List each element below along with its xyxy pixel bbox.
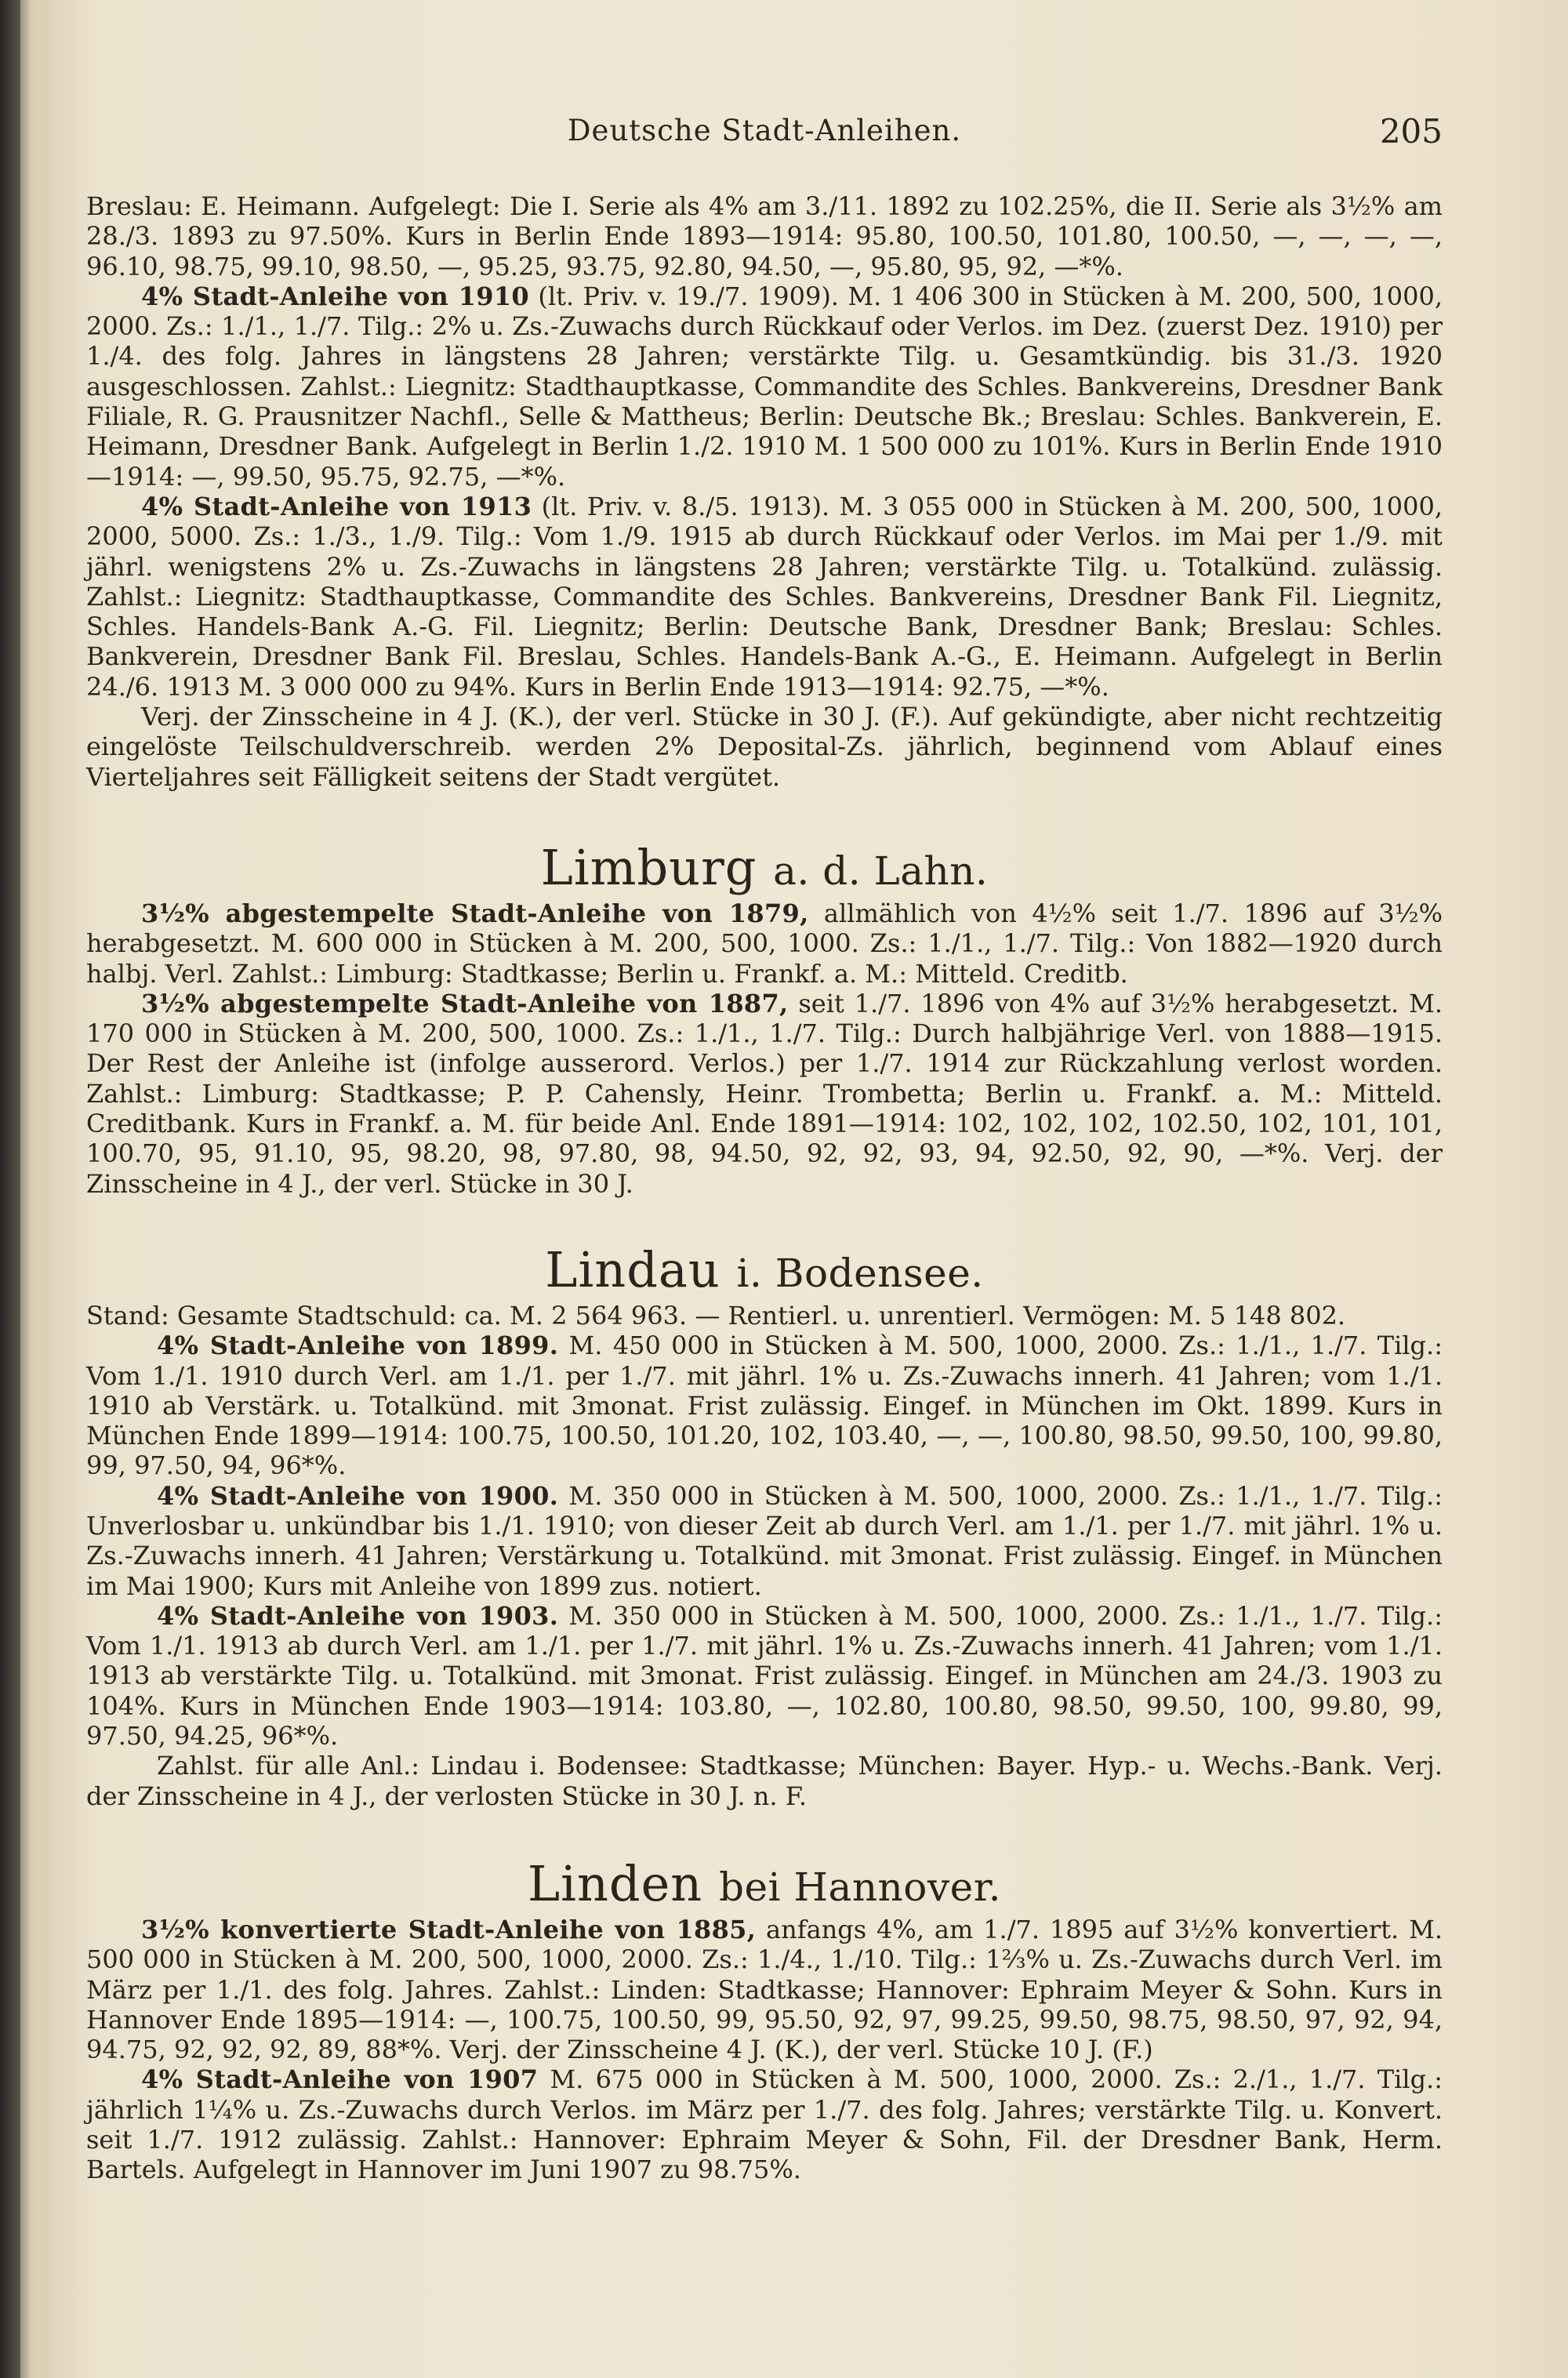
paragraph-lindau-1900 [86, 1481, 1443, 1601]
section-breslau [86, 191, 1443, 792]
text-linden-1885: anfangs 4%, am 1./7. 1895 auf 3½% konvertiert. M. 500 000 in Stücken à M. 200, 500, 1000, 2000. Zs.: 1./4., 1./10. Tilg.: 1⅔% u. Zs.-Zuwachs durch Verl. im März per 1./1. des folg. Jahres. Zahlst.: Linden: Stadtkasse; Hannover: Ephraim Meyer & Sohn. Kurs in Hannover Ende 1895—1914: —, 100.75, 100.50, 99, 95.50, 92, 97, 99.25, 99.50, 98.75, 98.50, 97, 92, 94, 94.75, 92, 92, 92, 89, 88*%. Verj. der Zinsscheine 4 J. (K.), der verl. Stücke 10 J. (F.) [86, 1914, 1443, 2065]
paragraph-breslau-verjaehrung: Verj. der Zinsscheine in 4 J. (K.), der verl. Stücke in 30 J. (F.). Auf gekündigte, aber nicht rechtzeitig eingelöste Teilschuldverschreib. werden 2% Deposital-Zs. jährlich, beginnend vom Ablauf eines Vierteljahres seit Fälligkeit seitens der Stadt vergütet. [86, 702, 1443, 792]
heading-anleihe-1913: 4% Stadt-Anleihe von 1913 [141, 491, 532, 521]
heading-limburg-1879: 3½% abgestempelte Stadt-Anleihe von 1879, [141, 898, 809, 928]
text-lindau-1900: M. 350 000 in Stücken à M. 500, 1000, 2000. Zs.: 1./1., 1./7. Tilg.: Unverlosbar u. unkündbar bis 1./1. 1910; von dieser Zeit ab durch Verl. am 1./1. per 1./7. mit jährl. 1% u. Zs.-Zuwachs innerh. 41 Jahren; Verstärkung u. Totalkünd. mit 3monat. Frist zulässig. Eingef. in München im Mai 1900; Kurs mit Anleihe von 1899 zus. notiert. [86, 1480, 1443, 1601]
heading-lindau-1903: 4% Stadt-Anleihe von 1903. [157, 1600, 559, 1631]
city-heading-linden [86, 1854, 1443, 1915]
city-sub-lindau: i. Bodensee. [736, 1250, 984, 1296]
heading-linden-1907: 4% Stadt-Anleihe von 1907 [141, 2064, 539, 2095]
book-spine-shadow [0, 0, 20, 2378]
page-body [86, 191, 1443, 2185]
heading-limburg-1887: 3½% abgestempelte Stadt-Anleihe von 1887, [141, 988, 789, 1018]
heading-lindau-1899: 4% Stadt-Anleihe von 1899. [157, 1331, 559, 1361]
paragraph-linden-1885 [86, 1915, 1443, 2064]
text-linden-1907: M. 675 000 in Stücken à M. 500, 1000, 2000. Zs.: 2./1., 1./7. Tilg.: jährlich 1¼% u. Zs.-Zuwachs durch Verlos. im März per 1./7. des folg. Jahres; verstärkte Tilg. u. Konvert. seit 1./7. 1912 zulässig. Zahlst.: Hannover: Ephraim Meyer & Sohn, Fil. der Dresdner Bank, Herm. Bartels. Aufgelegt in Hannover im Juni 1907 zu 98.75%. [86, 2064, 1443, 2185]
heading-anleihe-1910: 4% Stadt-Anleihe von 1910 [141, 281, 529, 311]
city-name-lindau: Lindau [545, 1240, 720, 1298]
city-heading-limburg [86, 840, 1443, 899]
running-title: Deutsche Stadt-Anleihen. [567, 114, 962, 147]
heading-lindau-1900: 4% Stadt-Anleihe von 1900. [157, 1480, 559, 1511]
text-lindau-1903: M. 350 000 in Stücken à M. 500, 1000, 2000. Zs.: 1./1., 1./7. Tilg.: Vom 1./1. 1913 ab durch Verl. am 1./1. per 1./7. mit jährl. 1% u. Zs.-Zuwachs innerh. 41 Jahren; vom 1./1. 1913 ab verstärkte Tilg. u. Totalkünd. mit 3monat. Frist zulässig. Eingef. in München am 24./3. 1903 zu 104%. Kurs in München Ende 1903—1914: 103.80, —, 102.80, 100.80, 98.50, 99.50, 100, 99.80, 99, 97.50, 94.25, 96*%. [86, 1600, 1443, 1752]
city-heading-lindau [86, 1240, 1443, 1301]
section-limburg [86, 840, 1443, 1199]
section-linden [86, 1854, 1443, 2185]
paragraph-lindau-1899 [86, 1331, 1443, 1480]
city-sub-linden: bei Hannover. [718, 1864, 1001, 1910]
page-number: 205 [1379, 112, 1443, 151]
text-anleihe-1910: (lt. Priv. v. 19./7. 1909). M. 1 406 300 in Stücken à M. 200, 500, 1000, 2000. Zs.: 1./1., 1./7. Tilg.: 2% u. Zs.-Zuwachs durch Rückkauf oder Verlos. im Dez. (zuerst Dez. 1910) per 1./4. des folg. Jahres in längstens 28 Jahren; verstärkte Tilg. u. Gesamtkündig. bis 31./3. 1920 ausgeschlossen. Zahlst.: Liegnitz: Stadthauptkasse, Commandite des Schles. Bankvereins, Dresdner Bank Filiale, R. G. Prausnitzer Nachfl., Selle & Mattheus; Berlin: Deutsche Bk.; Breslau: Schles. Bankverein, E. Heimann, Dresdner Bank. Aufgelegt in Berlin 1./2. 1910 M. 1 500 000 zu 101%. Kurs in Berlin Ende 1910—1914: —, 99.50, 95.75, 92.75, —*%. [86, 281, 1443, 492]
paragraph-anleihe-1910 [86, 281, 1443, 492]
city-name-limburg: Limburg [540, 838, 757, 896]
city-sub-limburg: a. d. Lahn. [773, 848, 989, 894]
text-limburg-1879: allmählich von 4½% seit 1./7. 1896 auf 3½% herabgesetzt. M. 600 000 in Stücken à M. 200, 500, 1000. Zs.: 1./1., 1./7. Tilg.: Von 1882—1920 durch halbj. Verl. Zahlst.: Limburg: Stadtkasse; Berlin u. Frankf. a. M.: Mitteld. Creditb. [86, 898, 1443, 989]
page-header [86, 114, 1443, 161]
city-name-linden: Linden [527, 1854, 703, 1912]
section-lindau [86, 1240, 1443, 1811]
paragraph-linden-1907 [86, 2064, 1443, 2184]
text-lindau-1899: M. 450 000 in Stücken à M. 500, 1000, 2000. Zs.: 1./1., 1./7. Tilg.: Vom 1./1. 1910 durch Verl. am 1./1. per 1./7. mit jährl. 1% u. Zs.-Zuwachs innerh. 41 Jahren; vom 1./1. 1910 ab Verstärk. u. Totalkünd. mit 3monat. Frist zulässig. Eingef. in München im Okt. 1899. Kurs in München Ende 1899—1914: 100.75, 100.50, 101.20, 102, 103.40, —, —, 100.80, 98.50, 99.50, 100, 99.80, 99, 97.50, 94, 96*%. [86, 1331, 1443, 1481]
paragraph-lindau-zahlstellen: Zahlst. für alle Anl.: Lindau i. Bodensee: Stadtkasse; München: Bayer. Hyp.- u. Wechs.-Bank. Verj. der Zinsscheine in 4 J., der verlosten Stücke in 30 J. n. F. [86, 1751, 1443, 1811]
heading-linden-1885: 3½% konvertierte Stadt-Anleihe von 1885, [141, 1914, 757, 1944]
text-anleihe-1913: (lt. Priv. v. 8./5. 1913). M. 3 055 000 in Stücken à M. 200, 500, 1000, 2000, 5000. Zs.: 1./3., 1./9. Tilg.: Vom 1./9. 1915 ab durch Rückkauf oder Verlos. im Mai per 1./9. mit jährl. wenigstens 2% u. Zs.-Zuwachs in längstens 28 Jahren; verstärkte Tilg. u. Totalkünd. zulässig. Zahlst.: Liegnitz: Stadthauptkasse, Commandite des Schles. Bankvereins, Dresdner Bank Fil. Liegnitz, Schles. Handels-Bank A.-G. Fil. Liegnitz; Berlin: Deutsche Bank, Dresdner Bank; Breslau: Schles. Bankverein, Dresdner Bank Fil. Breslau, Schles. Handels-Bank A.-G., E. Heimann. Aufgelegt in Berlin 24./6. 1913 M. 3 000 000 zu 94%. Kurs in Berlin Ende 1913—1914: 92.75, —*%. [86, 491, 1443, 702]
text-limburg-1887: seit 1./7. 1896 von 4% auf 3½% herabgesetzt. M. 170 000 in Stücken à M. 200, 500, 1000. Zs.: 1./1., 1./7. Tilg.: Durch halbjährige Verl. von 1888—1915. Der Rest der Anleihe ist (infolge ausserord. Verlos.) per 1./7. 1914 zur Rückzahlung verlost worden. Zahlst.: Limburg: Stadtkasse; P. P. Cahensly, Heinr. Trombetta; Berlin u. Frankf. a. M.: Mitteld. Creditbank. Kurs in Frankf. a. M. für beide Anl. Ende 1891—1914: 102, 102, 102, 102.50, 102, 101, 101, 100.70, 95, 91.10, 95, 98.20, 98, 97.80, 98, 94.50, 92, 92, 93, 94, 92.50, 92, 90, —*%. Verj. der Zinsscheine in 4 J., der verl. Stücke in 30 J. [86, 988, 1443, 1199]
paragraph-anleihe-1913 [86, 492, 1443, 702]
paragraph-lindau-stand: Stand: Gesamte Stadtschuld: ca. M. 2 564 963. — Rentierl. u. unrentierl. Vermögen: M. 5 148 802. [86, 1300, 1346, 1331]
paragraph-lindau-1903 [86, 1601, 1443, 1751]
paragraph-limburg-1879 [86, 899, 1443, 989]
paragraph-limburg-1887 [86, 989, 1443, 1199]
paragraph-breslau-zahlstellen: Breslau: E. Heimann. Aufgelegt: Die I. Serie als 4% am 3./11. 1892 zu 102.25%, die II. Serie als 3½% am 28./3. 1893 zu 97.50%. Kurs in Berlin Ende 1893—1914: 95.80, 100.50, 101.80, 100.50, —, —, —, —, 96.10, 98.75, 99.10, 98.50, —, 95.25, 93.75, 92.80, 94.50, —, 95.80, 95, 92, —*%. [86, 191, 1443, 281]
